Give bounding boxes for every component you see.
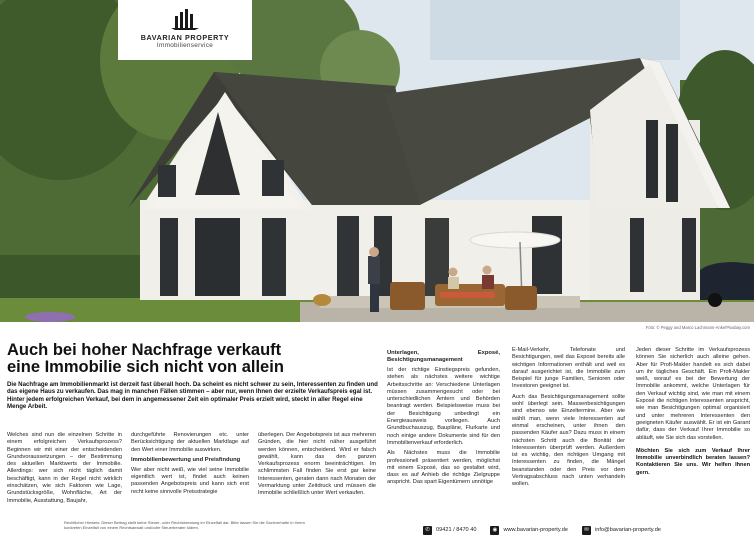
logo-tagline: Immobilienservice	[156, 42, 214, 49]
logo-name: BAVARIAN PROPERTY	[140, 33, 230, 42]
company-logo	[118, 0, 252, 60]
building-logo-icon	[165, 8, 205, 30]
article-headline	[7, 342, 379, 376]
subheading-bewertung: Immobilienbewertung und Preisfindung	[131, 456, 241, 463]
contact-bar	[383, 520, 754, 540]
article-column-3	[258, 432, 376, 501]
contact-website[interactable]	[490, 526, 568, 535]
photo-credit: Foto: © Peggy und Marco Lachmann-Anke/Pixabay.com	[645, 325, 750, 330]
contact-email[interactable]	[582, 526, 661, 535]
headline-line-2: eine Immobilie sich nicht von allein	[7, 358, 284, 376]
phone-number: 09421 / 8470 40	[436, 527, 477, 533]
legal-footnote: Rechtlicher Hinweis: Dieser Beitrag stellt keine Steuer- oder Rechtsberatung im Einzelfall dar. Bitte lassen Sie die Sachverhalte in Ihrem konkreten Einzelfall von einem Rechtsanwalt und/oder Steuerberater klären.	[64, 520, 305, 530]
column-2-text-2: Wer aber nicht weiß, wie viel seine Immobilie eigentlich wert ist, findet auch keinen passenden Angebotspreis und kann sich erst recht keine sinnvolle Preisstrategie	[131, 466, 249, 495]
article-lead: Die Nachfrage am Immobilienmarkt ist derzeit fast überall hoch. Da scheint es nicht schwer zu sein, Interessenten zu finden und das eigene Haus zu verkaufen. Das mag in manchen Fällen stimmen – aber nur, wenn Ihnen der erzielte Verkaufspreis egal ist. Hinter jedem erfolgreichen Verkauf, bei dem in angemessener Zeit ein optimaler Preis erzielt wird, steckt in aller Regel eine Menge Arbeit.	[7, 381, 378, 411]
mail-icon: ✉	[582, 526, 591, 535]
article-column-5	[512, 347, 625, 492]
phone-icon: ✆	[423, 526, 432, 535]
column-5-text-1: E-Mail-Verkehr, Telefonate und Besichtigungen, weil das Exposé bereits alle wichtigen Informationen enthält und weil es darauf ausgerichtet ist, die Immobilie zum Beispiel für junge Familien, Senioren oder Investoren geeignet ist.	[512, 347, 625, 390]
globe-icon: ◉	[490, 526, 499, 535]
article-column-1	[7, 432, 122, 508]
article-column-2	[131, 432, 249, 499]
contact-phone[interactable]	[423, 526, 476, 535]
website-url: www.bavarian-property.de	[503, 527, 569, 533]
headline-line-1: Auch bei hoher Nachfrage verkauft	[7, 341, 282, 359]
subheading-unterlagen: Unterlagen, Exposé, Besichtigungsmanagement	[387, 350, 500, 363]
article-column-4	[387, 347, 500, 490]
column-3-text: überlegen. Der Angebotspreis ist aus mehreren Gründen, die hier nicht näher ausgeführt werden können, entscheidend. Wird er falsch gewählt, kann das den ganzen Verkaufsprozess enorm beeinträchtigen. Im schlimmsten Fall finden Sie erst gar keine Interessenten, geraten dann nach Monaten der Vermarktung unter Zeitdruck und müssen die Immobilie schließlich unter Wert verkaufen.	[258, 432, 376, 497]
column-1-text: Welches sind nun die einzelnen Schritte in einem erfolgreichen Verkaufsprozess? Beginnen wir mit einer der entscheidenden Grundvoraussetzungen – der Bestimmung des aktuellen Marktwerts der Immobilie. Allerdings: wer sich nicht täglich damit beschäftigt, kann in der Regel nicht wirklich einschätzen, wie sich Faktoren wie Lage, Grundstücksgröße, Wohnfläche, Art der Immobilie, Ausstattung, Baujahr,	[7, 432, 122, 504]
column-5-text-2: Auch das Besichtigungsmanagement sollte wohl überlegt sein. Massenbesichtigungen sind ebenso wie Einzeltermine. Aber wie wählt man, wenn viele Interessenten auf einmal erscheinen, unter ihnen den passenden Käufer aus? Dazu muss in einem nächsten Schritt auch die Bonität der Interessenten überprüft werden. Außerdem ist es wichtig, den richtigen Umgang mit Interessenten zu finden, die Mängel beanstanden oder den Preis vor dem Vertragsabschluss nach unten verhandeln wollen.	[512, 393, 625, 488]
call-to-action: Möchten Sie sich zum Verkauf Ihrer Immobilie unverbindlich beraten lassen? Kontaktieren Sie uns. Wir helfen Ihnen gern.	[636, 447, 750, 476]
column-2-text-1: durchgeführte Renovierungen etc. unter Berücksichtigung der aktuellen Marktlage auf den Wert einer Immobilie auswirken.	[131, 432, 249, 453]
column-4-text-2: Als Nächstes muss die Immobilie professionell präsentiert werden, möglichst mit einem Exposé, das so gestaltet wird, dass es auf Anhieb die richtige Zielgruppe anspricht. Das spart Eigentümern unnötige	[387, 450, 500, 486]
column-6-text: Jeden dieser Schritte im Verkaufsprozess können Sie sicherlich auch alleine gehen. Aber für Profi-Makler handelt es sich dabei um ihr tägliches Geschäft. Ein Profi-Makler weiß, worauf es bei der Bewertung der Immobilie ankommt, welche Unterlagen für den Verkauf wichtig sind, wie man mit einem Exposé die richtigen Interessenten anspricht, wie man Besichtigungen optimal organisiert und unter mehreren Interessenten den geeigneten Käufer auswählt. Er ist ein Garant dafür, dass der Verkauf Ihrer Immobilie so abläuft, wie Sie sich das vorstellen.	[636, 347, 750, 441]
email-address: info@bavarian-property.de	[595, 527, 661, 533]
article-column-6	[636, 347, 750, 480]
column-4-text-1: Ist der richtige Einstiegspreis gefunden, stehen als nächstes weitere wichtige Arbeitsschritte an: Verschiedene Unterlagen müssen zusammengesucht oder bei unterschiedlichen Ämtern und Behörden beantragt werden. Beispielsweise muss bei der Besichtigung unbedingt ein Energieausweis vorliegen. Auch Grundbuchauszug, Baupläne, Flurkarte und noch einige andere Dokumente sind für den Immobilienverkauf erforderlich.	[387, 367, 500, 446]
